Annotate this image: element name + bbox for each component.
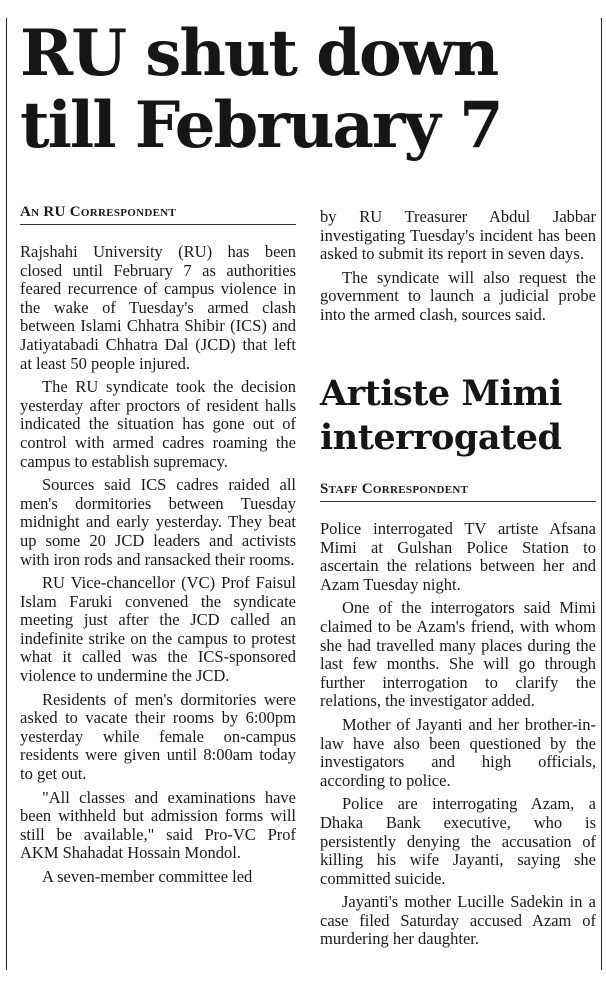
paragraph: Police are interrogating Azam, a Dhaka Bank executive, who is persistently denying the accusation of killing his wife Jayanti, saying she committed suicide.	[320, 794, 596, 888]
left-column-rule	[6, 18, 7, 970]
paragraph: Jayanti's mother Lucille Sadekin in a case filed Saturday accused Azam of murdering her daughter.	[320, 892, 596, 949]
story2-headline: Artiste Mimi interrogated	[320, 373, 562, 458]
story1-column-1	[20, 243, 296, 887]
paragraph: A seven-member committee led	[42, 867, 253, 886]
paragraph: RU Vice-chancellor (VC) Prof Faisul Islam Faruki convened the syndicate meeting just after the JCD called an indefinite strike on the campus to protest what it called was the ICS-sponsored violence to undermine the JCD.	[20, 573, 296, 686]
paragraph: The RU syndicate took the decision yesterday after proctors of resident halls indicated the situation has gone out of control with armed cadres roaming the campus to establish supremacy.	[20, 377, 296, 471]
story1-byline: An RU Correspondent	[20, 204, 296, 225]
paragraph: "All classes and examinations have been withheld but admission forms will still be available," said Pro-VC Prof AKM Shahadat Hossain Mondol.	[20, 787, 296, 863]
paragraph: Police interrogated TV artiste Afsana Mimi at Gulshan Police Station to ascertain the relations between her and Azam Tuesday night.	[320, 519, 596, 594]
paragraph: Residents of men's dormitories were asked to vacate their rooms by 6:00pm yesterday while female on-campus residents were given until 8:00am today to get out.	[20, 689, 296, 784]
paragraph: Mother of Jayanti and her brother-in-law have also been questioned by the investigators and high officials, according to police.	[320, 714, 596, 790]
paragraph: The syndicate will also request the government to launch a judicial probe into the armed clash, sources said.	[320, 267, 596, 324]
paragraph: by RU Treasurer Abdul Jabbar investigating Tuesday's incident has been asked to submit its report in seven days.	[320, 207, 596, 264]
paragraph: Rajshahi University (RU) has been closed until February 7 as authorities feared recurrence of campus violence in the wake of Tuesday's armed clash between Islami Chhatra Shibir (ICS) and Jatiyatabadi Chhatra Dal (JCD) that left at least 50 people injured.	[20, 242, 296, 373]
story2-body	[320, 520, 596, 949]
paragraph: Sources said ICS cadres raided all men's dormitories between Tuesday midnight and early yesterday. They beat up some 20 JCD leaders and activists with iron rods and ransacked their rooms.	[20, 475, 296, 569]
story1-headline: RU shut down till February 7	[20, 16, 502, 163]
story2-byline: Staff Correspondent	[320, 481, 596, 502]
paragraph: One of the interrogators said Mimi claimed to be Azam's friend, with whom she had travelled many places during the last few months. She will go through further interrogation to clarify the relations, the investigator added.	[320, 598, 596, 711]
story1-column-2	[320, 208, 596, 325]
right-column-rule	[601, 18, 602, 970]
